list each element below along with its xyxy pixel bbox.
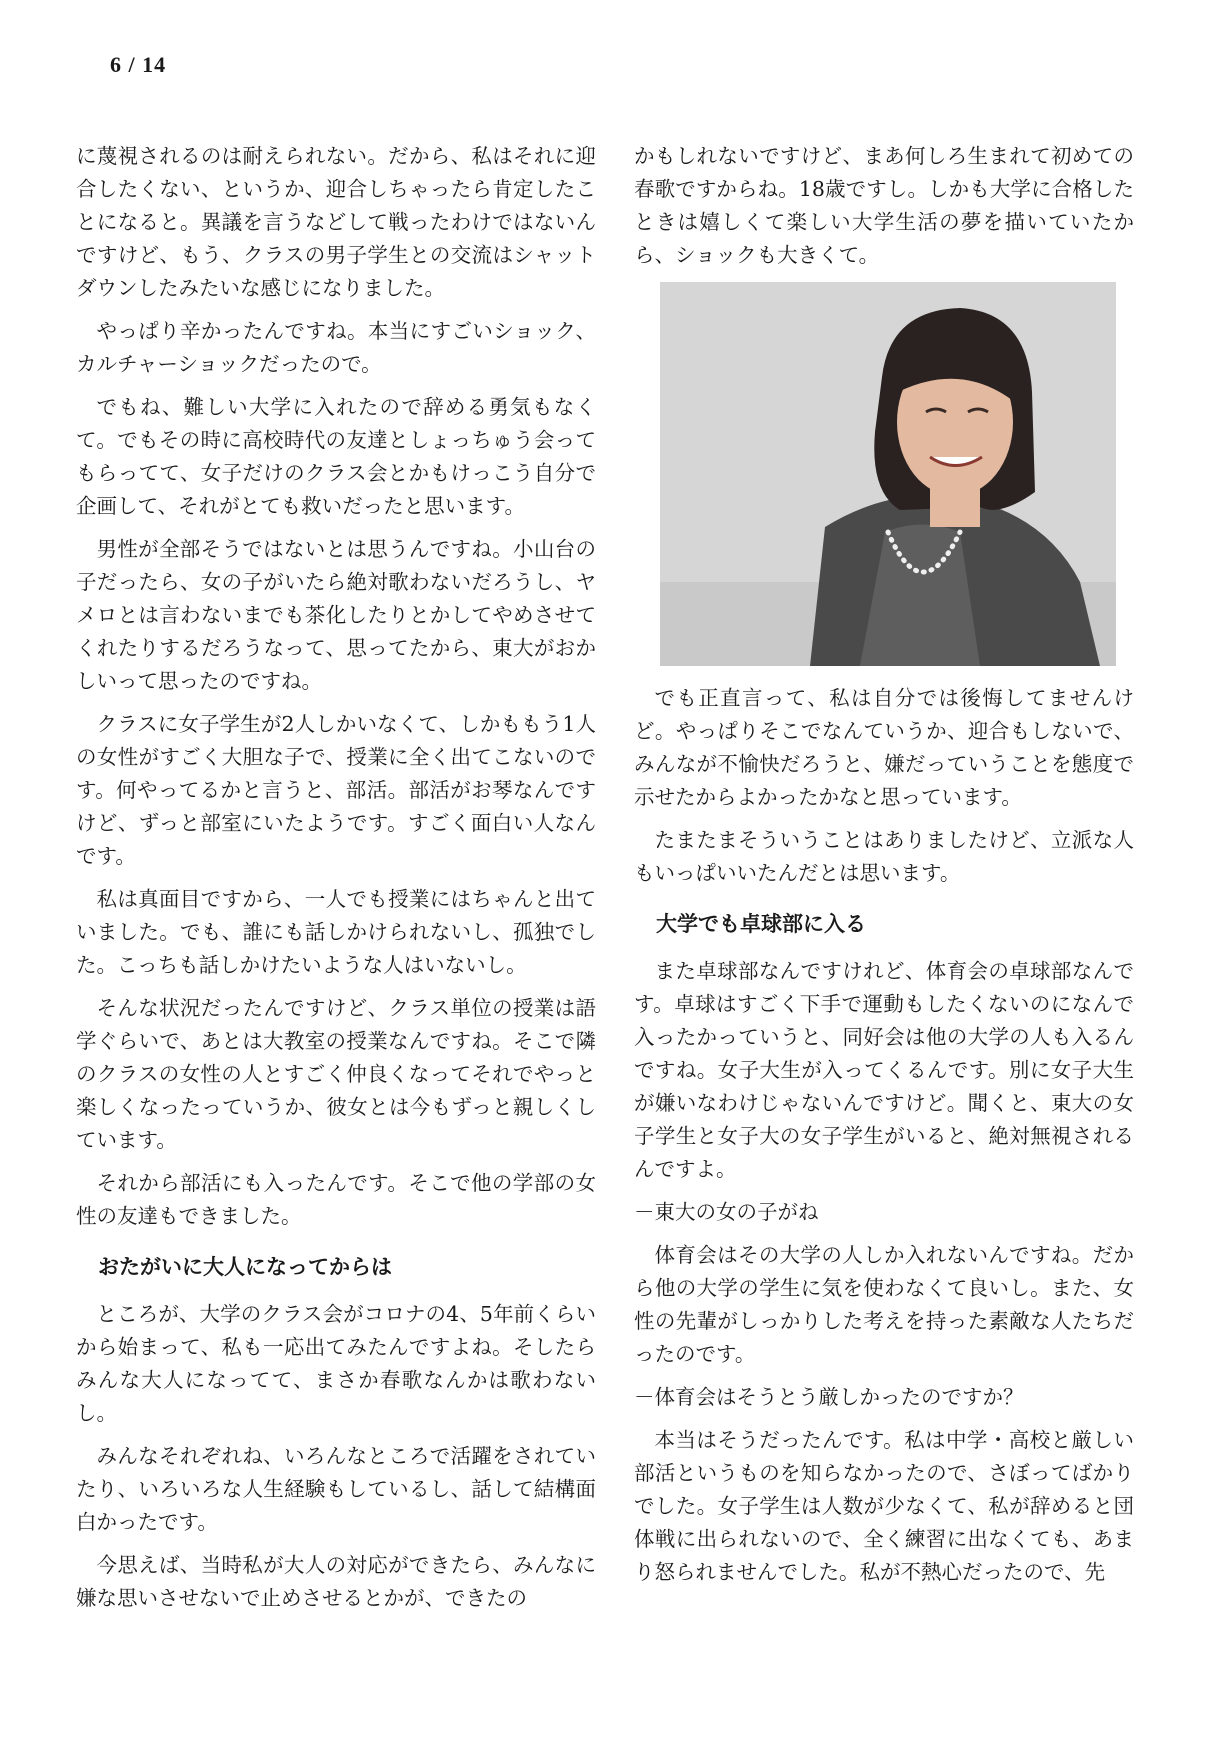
interview-photo xyxy=(660,282,1116,666)
body-paragraph: 今思えば、当時私が大人の対応ができたら、みんなに嫌な思いさせないで止めさせるとかが、できたの xyxy=(76,1553,596,1610)
body-paragraph: 体育会はその大学の人しか入れないんですね。だから他の大学の学生に気を使わなくて良いし。また、女性の先輩がしっかりした考えを持った素敵な人たちだったのです。 xyxy=(634,1243,1134,1366)
left-paragraphs-bottom xyxy=(76,1298,596,1615)
portrait-illustration xyxy=(660,282,1116,666)
body-paragraph: また卓球部なんですけれど、体育会の卓球部なんです。卓球はすごく下手で運動もしたくないのになんで入ったかっていうと、同好会は他の大学の人も入るんですね。女子大生が入ってくるんです。別に女子大生が嫌いなわけじゃないんですけど。聞くと、東大の女子学生と女子大の女子学生がいると、絶対無視されるんですよ。 xyxy=(634,959,1134,1181)
body-paragraph: かもしれないですけど、まあ何しろ生まれて初めての春歌ですからね。18歳ですし。しかも大学に合格したときは嬉しくて楽しい大学生活の夢を描いていたから、ショックも大きくて。 xyxy=(634,144,1134,267)
body-paragraph: に蔑視されるのは耐えられない。だから、私はそれに迎合したくない、というか、迎合しちゃったら肯定したことになると。異議を言うなどして戦ったわけではないんですけど、もう、クラスの男子学生との交流はシャットダウンしたみたいな感じになりました。 xyxy=(76,144,596,300)
section-heading-table-tennis: 大学でも卓球部に入る xyxy=(656,912,866,936)
body-paragraph: ところが、大学のクラス会がコロナの4、5年前くらいから始まって、私も一応出てみたんですよね。そしたらみんな大人になってて、まさか春歌なんかは歌わないし。 xyxy=(76,1302,596,1425)
body-paragraph: でもね、難しい大学に入れたので辞める勇気もなくて。でもその時に高校時代の友達としょっちゅう会ってもらってて、女子だけのクラス会とかもけっこう自分で企画して、それがとても救いだったと思います。 xyxy=(76,395,596,518)
right-paragraphs-mid xyxy=(634,682,1134,890)
body-paragraph: 男性が全部そうではないとは思うんですね。小山台の子だったら、女の子がいたら絶対歌わないだろうし、ヤメロとは言わないまでも茶化したりとかしてやめさせてくれたりするだろうなって、思ってたから、東大がおかしいって思ったのですね。 xyxy=(76,537,596,693)
right-column xyxy=(634,140,1134,1599)
left-paragraphs-top xyxy=(76,140,596,1233)
page-number: 6 / 14 xyxy=(110,52,167,77)
body-paragraph: みんなそれぞれね、いろんなところで活躍をされていたり、いろいろな人生経験もしているし、話して結構面白かったです。 xyxy=(76,1444,596,1534)
right-paragraphs-top xyxy=(634,140,1134,272)
left-column xyxy=(76,140,596,1625)
body-paragraph: でも正直言って、私は自分では後悔してませんけど。やっぱりそこでなんていうか、迎合もしないで、みんなが不愉快だろうと、嫌だっていうことを態度で示せたからよかったかなと思っています。 xyxy=(634,686,1134,809)
body-paragraph: やっぱり辛かったんですね。本当にすごいショック、カルチャーショックだったので。 xyxy=(76,319,596,376)
right-paragraphs-bottom xyxy=(634,955,1134,1589)
body-paragraph: そんな状況だったんですけど、クラス単位の授業は語学ぐらいで、あとは大教室の授業なんですね。そこで隣のクラスの女性の人とすごく仲良くなってそれでやっと楽しくなったっていうか、彼女とは今もずっと親しくしています。 xyxy=(76,996,596,1152)
body-paragraph: －体育会はそうとう厳しかったのですか？ xyxy=(634,1385,1024,1409)
body-paragraph: たまたまそういうことはありましたけど、立派な人もいっぱいいたんだとは思います。 xyxy=(634,828,1134,885)
body-paragraph: それから部活にも入ったんです。そこで他の学部の女性の友達もできました。 xyxy=(76,1171,596,1228)
body-paragraph: 本当はそうだったんです。私は中学・高校と厳しい部活というものを知らなかったので、さぼってばかりでした。女子学生は人数が少なくて、私が辞めると団体戦に出られないので、全く練習に出なくても、あまり怒られませんでした。私が不熱心だったので、先 xyxy=(634,1428,1134,1584)
body-paragraph: クラスに女子学生が2人しかいなくて、しかももう1人の女性がすごく大胆な子で、授業に全く出てこないのです。何やってるかと言うと、部活。部活がお琴なんですけど、ずっと部室にいたようです。すごく面白い人なんです。 xyxy=(76,712,596,868)
body-paragraph: 私は真面目ですから、一人でも授業にはちゃんと出ていました。でも、誰にも話しかけられないし、孤独でした。こっちも話しかけたいような人はいないし。 xyxy=(76,887,596,977)
body-paragraph: －東大の女の子がね xyxy=(634,1200,819,1224)
section-heading-adults: おたがいに大人になってからは xyxy=(98,1255,392,1279)
